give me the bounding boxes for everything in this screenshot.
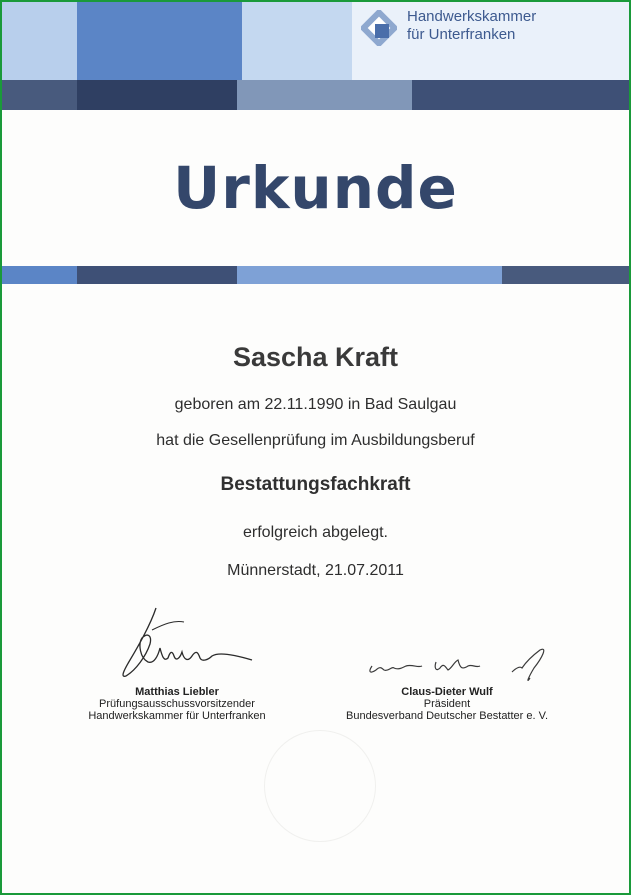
exam-line: hat die Gesellenprüfung im Ausbildungsberuf: [156, 432, 475, 449]
signatory-left: [62, 686, 292, 722]
result-line: erfolgreich abgelegt.: [243, 524, 388, 541]
signature-left: [112, 600, 262, 685]
certificate-page: [2, 2, 629, 893]
header-band: [2, 2, 629, 112]
signatory-right-role: Präsident: [423, 698, 471, 710]
place-date: Münnerstadt, 21.07.2011: [227, 562, 404, 579]
birth-line: geboren am 22.11.1990 in Bad Saulgau: [174, 396, 457, 413]
signatory-left-org: Handwerkskammer für Unterfranken: [88, 710, 266, 722]
recipient-name: Sascha Kraft: [232, 342, 399, 372]
organization-name: Handwerkskammer für Unterfranken: [407, 8, 537, 43]
signatory-right-name: Claus-Dieter Wulf: [401, 686, 493, 698]
signature-right: [362, 638, 572, 688]
divider-band: [2, 266, 629, 284]
profession: Bestattungsfachkraft: [220, 474, 411, 495]
signatory-left-role: Prüfungsausschussvorsitzender: [99, 698, 255, 710]
signatory-left-name: Matthias Liebler: [135, 686, 219, 698]
signatory-right-org: Bundesverband Deutscher Bestatter e. V.: [346, 710, 548, 722]
document-title: Urkunde: [173, 154, 458, 222]
hwk-logo-icon: [361, 10, 397, 46]
signatory-right: [332, 686, 562, 722]
embossed-seal: [264, 730, 376, 842]
